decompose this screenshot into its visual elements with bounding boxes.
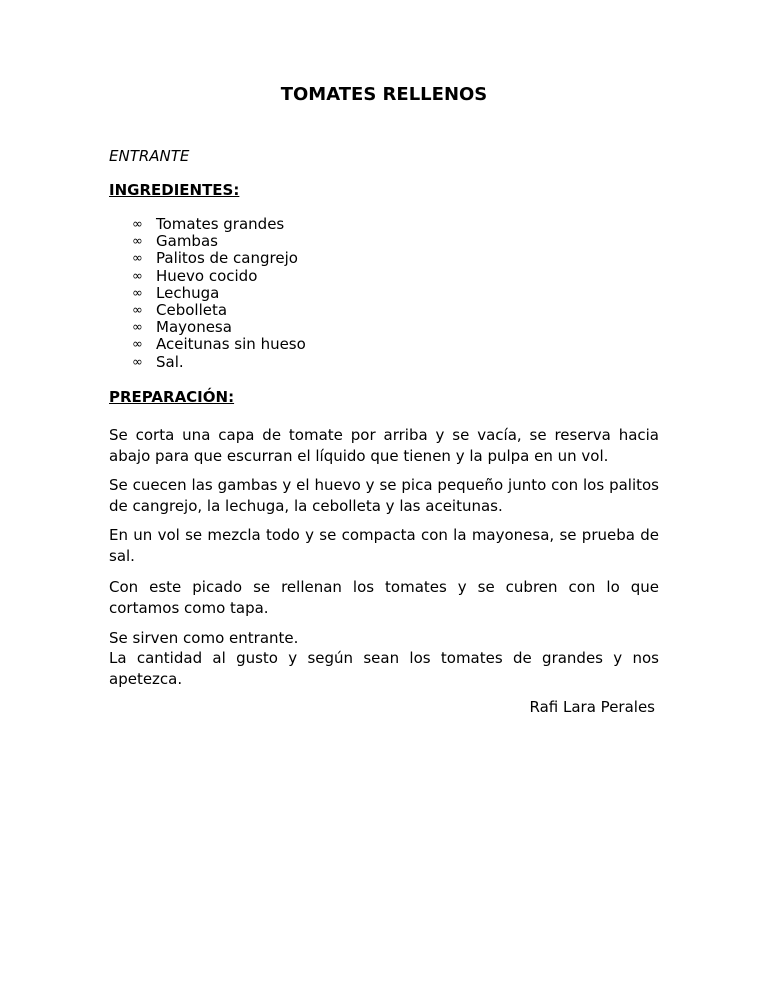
infinity-bullet-icon: ∞ — [132, 268, 143, 284]
ingredient-label: Palitos de cangrejo — [156, 249, 298, 268]
ingredient-item — [109, 354, 306, 371]
ingredient-label: Cebolleta — [156, 300, 228, 319]
recipe-title: TOMATES RELLENOS — [280, 84, 488, 105]
preparation-step: Se sirven como entrante. — [109, 629, 299, 647]
preparation-step: En un vol se mezcla todo y se compacta con la mayonesa, se prueba de sal. — [109, 526, 659, 565]
ingredient-label: Gambas — [156, 232, 218, 251]
ingredient-label: Mayonesa — [156, 318, 232, 337]
ingredient-item — [109, 216, 306, 233]
ingredient-item — [109, 319, 306, 336]
ingredient-label: Lechuga — [156, 283, 220, 302]
ingredients-heading: INGREDIENTES: — [109, 181, 240, 199]
preparation-step: Se cuecen las gambas y el huevo y se pica pequeño junto con los palitos de cangrejo, la lechuga, la cebolleta y las aceitunas. — [109, 476, 659, 515]
ingredient-label: Sal. — [156, 352, 184, 371]
ingredient-item — [109, 285, 306, 302]
infinity-bullet-icon: ∞ — [132, 320, 143, 336]
infinity-bullet-icon: ∞ — [132, 251, 143, 267]
preparation-step: Con este picado se rellenan los tomates y se cubren con lo que cortamos como tapa. — [109, 578, 659, 617]
author-signature: Rafi Lara Perales — [529, 698, 655, 716]
preparation-heading: PREPARACIÓN: — [109, 388, 235, 406]
ingredient-label: Huevo cocido — [156, 266, 258, 285]
ingredient-item — [109, 336, 306, 353]
infinity-bullet-icon: ∞ — [132, 234, 143, 250]
infinity-bullet-icon: ∞ — [132, 354, 143, 370]
ingredient-item — [109, 233, 306, 250]
preparation-step: La cantidad al gusto y según sean los tomates de grandes y nos apetezca. — [109, 649, 659, 688]
ingredient-label: Tomates grandes — [156, 215, 285, 233]
recipe-category: ENTRANTE — [109, 147, 190, 165]
preparation-step: Se corta una capa de tomate por arriba y se vacía, se reserva hacia abajo para que escurran el líquido que tienen y la pulpa en un vol. — [109, 426, 659, 465]
ingredient-item — [109, 268, 306, 285]
infinity-bullet-icon: ∞ — [132, 285, 143, 301]
ingredient-label: Aceitunas sin hueso — [156, 335, 306, 354]
ingredient-item — [109, 302, 306, 319]
infinity-bullet-icon: ∞ — [132, 302, 143, 318]
ingredient-item — [109, 250, 306, 267]
infinity-bullet-icon: ∞ — [132, 337, 143, 353]
ingredients-list — [109, 216, 306, 371]
infinity-bullet-icon: ∞ — [132, 217, 143, 232]
